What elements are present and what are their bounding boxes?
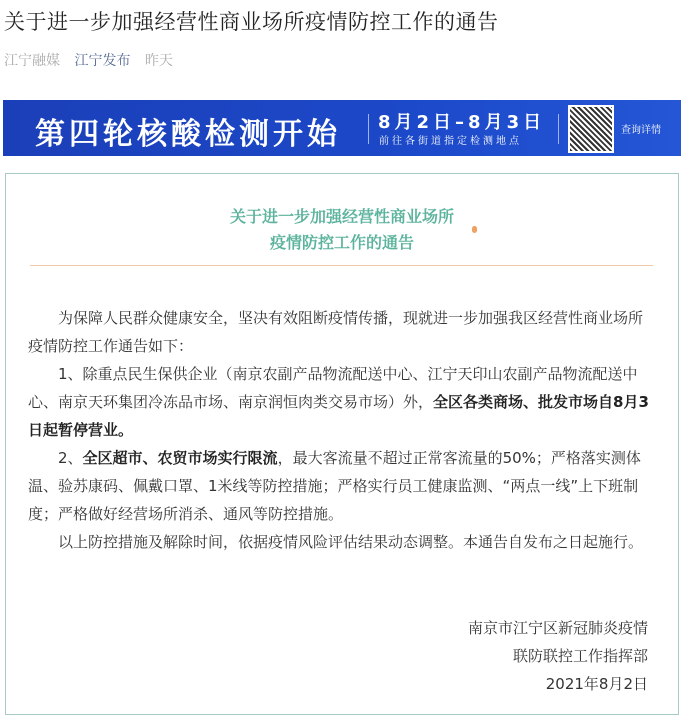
notice-box bbox=[5, 173, 679, 715]
text: 以上防控措施及解除时间，依据疫情风险评估结果动态调整。本通告自发布之日起施行。 bbox=[58, 533, 644, 551]
banner-subtitle: 前往各街道指定检测地点 bbox=[379, 136, 522, 147]
banner-divider bbox=[368, 114, 369, 144]
banner-qr-label: 查询详情 bbox=[621, 125, 661, 136]
text: 为保障人民群众健康安全，坚决有效阻断疫情传播，现就进一步加强我区经营性商业场所疫情防控工作通告如下： bbox=[28, 309, 644, 355]
signature-line: 联防联控工作指挥部 bbox=[512, 647, 648, 665]
banner-divider bbox=[558, 114, 559, 144]
signature-date: 2021年8月2日 bbox=[545, 675, 648, 693]
paragraph bbox=[28, 304, 656, 360]
notice-title-line: 关于进一步加强经营性商业场所 bbox=[229, 207, 454, 226]
signature-line: 南京市江宁区新冠肺炎疫情 bbox=[467, 619, 648, 637]
testing-banner[interactable] bbox=[3, 100, 681, 156]
banner-headline: 第四轮核酸检测开始 bbox=[35, 117, 341, 152]
paragraph bbox=[28, 444, 656, 528]
bold-text: 全区各类商场、批发市场自8月3日起暂停营业。 bbox=[28, 393, 649, 439]
notice-title bbox=[6, 204, 678, 256]
article-meta bbox=[4, 50, 183, 70]
notice-body bbox=[28, 304, 656, 556]
publish-time: 昨天 bbox=[144, 53, 173, 69]
article-title: 关于进一步加强经营性商业场所疫情防控工作的通告 bbox=[4, 10, 499, 34]
qr-code-icon bbox=[568, 105, 614, 153]
bold-text: 全区超市、农贸市场实行限流 bbox=[82, 449, 278, 467]
text: 1、除重点民生保供企业（南京农副产品物流配送中心、江宁天印山农副产品物流配送中心、南京天环集团冷冻品市场、南京润恒肉类交易市场）外， bbox=[28, 365, 638, 411]
text: 2、 bbox=[58, 449, 83, 467]
paragraph bbox=[28, 360, 656, 444]
divider bbox=[30, 265, 653, 266]
paragraph bbox=[28, 528, 656, 556]
decorative-dot bbox=[472, 226, 477, 233]
text: ，最大客流量不超过正常客流量的50%；严格落实测体温、验苏康码、佩戴口罩、1米线等防控措施；严格实行员工健康监测、“两点一线”上下班制度；严格做好经营场所消杀、通风等防控措施。 bbox=[28, 449, 641, 523]
account-link[interactable]: 江宁发布 bbox=[74, 53, 131, 69]
notice-title-line: 疫情防控工作的通告 bbox=[269, 233, 414, 252]
signature bbox=[468, 614, 648, 698]
banner-dates: 8月2日–8月3日 bbox=[378, 112, 546, 133]
article-source: 江宁融媒 bbox=[4, 53, 60, 69]
